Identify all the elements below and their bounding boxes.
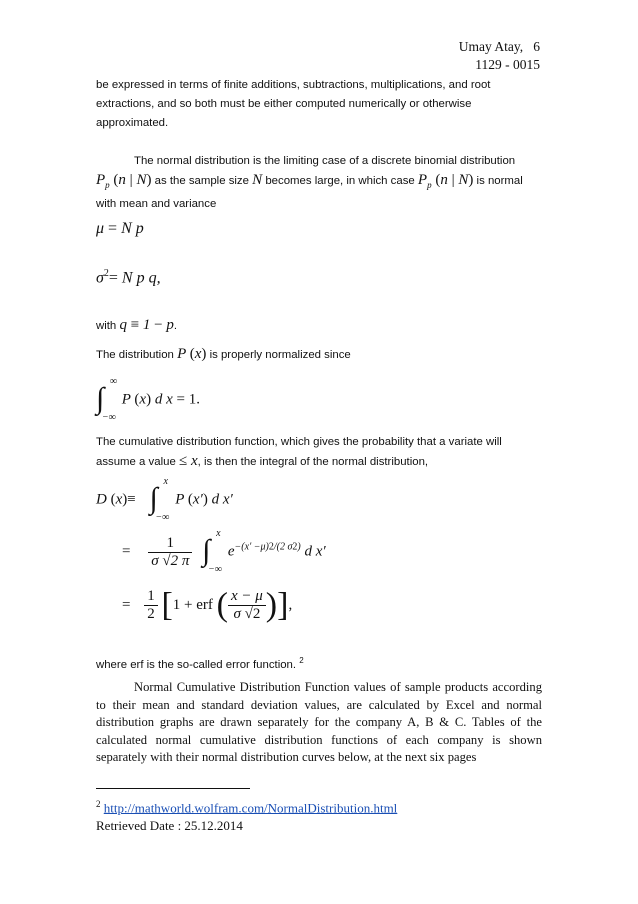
cdf-gaussian-form: = $\frac{1}{\sigma √2 \pi}$ ∫ x −∞ $e^{-(x' -\mu)2/(2 \sigma 2)}$ d x′ [122, 528, 326, 575]
with-label: with [96, 320, 117, 332]
distribution-text-a: The distribution [96, 349, 174, 361]
distribution-text-b: is properly normalized since [209, 349, 351, 361]
binomial-formula-p: $P_p$ (n | N) [96, 172, 152, 190]
paragraph-excel-calculation: Normal Cumulative Distribution Function values of sample products according to their mean and standard deviation values, are calculated by Excel and normal distribution graphs are drawn separately for the company A, B & C. Tables of the calculated normal cumulative distribution functions of each company is shown separately with their normal distribution curves below, at the next six pages [96, 680, 542, 764]
p-of-x: P (x) [177, 346, 207, 362]
paragraph-binomial [96, 152, 542, 214]
with-q-line: with q ≡ 1 − p. [96, 317, 178, 333]
binomial-text-c: becomes large, in which case [265, 175, 415, 187]
footnote-link[interactable]: http://mathworld.wolfram.com/NormalDistribution.html [103, 800, 398, 816]
cdf-text-b: assume a value [96, 456, 176, 468]
cdf-line-1: The cumulative distribution function, which gives the probability that a variate will [96, 436, 502, 448]
footnote-separator [96, 788, 250, 789]
paragraph-approximation: be expressed in terms of finite additions, subtractions, multiplications, and root extractions, and so both must be either computed numerically or otherwise approximated. [96, 79, 491, 129]
variance-equation: $\sigma^2= N$ p q, [96, 268, 161, 287]
footnote-number: 2 [96, 799, 101, 809]
binomial-line-2 [96, 171, 542, 195]
binomial-formula-p-2: $P_p$ (n | N) [417, 172, 474, 190]
header-line-1 [459, 38, 540, 56]
cdf-erf-form: = $\frac{1}{2}$ [1 + erf ( $\frac{x - \mu}{\sigma √2}$ )], [122, 586, 293, 624]
cdf-definition: D (x)≡ ∫ x −∞ P (x′) d x′ [96, 476, 233, 523]
binomial-text-d: is normal [476, 175, 523, 187]
footnote [96, 795, 397, 835]
sample-size-n: N [252, 172, 263, 188]
leq-x: ≤ x [178, 453, 198, 469]
footnote-retrieved-date: Retrieved Date : 25.12.2014 [96, 818, 243, 834]
binomial-text-b: as the sample size [154, 175, 249, 187]
cdf-line-2 [96, 452, 542, 472]
student-id: 1129 - 0015 [475, 57, 540, 72]
mean-equation: μ = N p [96, 220, 144, 237]
binomial-line-1: The normal distribution is the limiting case of a discrete binomial distribution [134, 155, 516, 167]
cdf-text-c: , is then the integral of the normal distribution, [197, 456, 429, 468]
distribution-line [96, 345, 351, 365]
author-name: Umay Atay, [458, 39, 524, 54]
erf-note [96, 651, 304, 675]
binomial-text-e: with mean and variance [96, 198, 217, 210]
paragraph-cdf [96, 433, 542, 472]
footnote-source-line [96, 795, 397, 817]
q-definition: q ≡ 1 − p [119, 317, 174, 333]
page-number: 6 [533, 39, 540, 54]
footnote-reference: 2 [299, 656, 304, 665]
page-header [459, 38, 540, 74]
normalization-integral: ∫ ∞ −∞ P (x) d x = 1. [96, 376, 200, 423]
erf-note-text: where erf is the so-called error function. [96, 658, 297, 671]
